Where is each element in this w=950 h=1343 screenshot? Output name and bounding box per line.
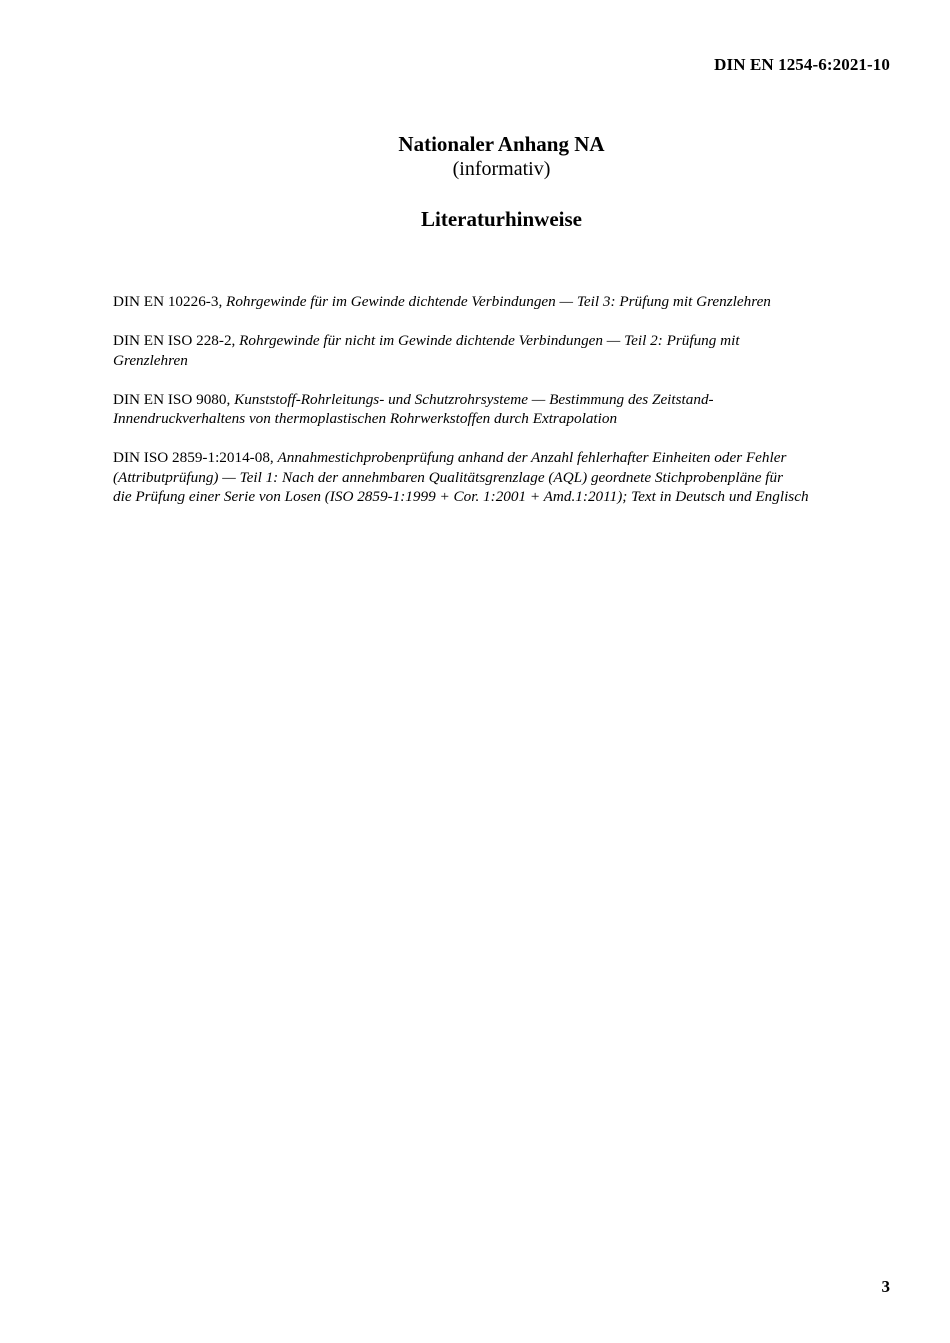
annex-subtitle: (informativ) (452, 158, 551, 180)
reference-title: Rohrgewinde für nicht im Gewinde dichtende Verbindungen — Teil 2: Prüfung mit (239, 332, 740, 349)
reference-title-continuation: Grenzlehren (113, 351, 188, 369)
reference-item (113, 390, 903, 429)
reference-item (113, 448, 903, 507)
reference-item (113, 292, 903, 312)
reference-item (113, 331, 903, 370)
reference-line (113, 331, 903, 351)
reference-title-continuation: die Prüfung einer Serie von Losen (ISO 2859-1:1999 + Cor. 1:2001 + Amd.1:2011); Text in Deutsch und Englisch (113, 488, 809, 505)
document-id: DIN EN 1254-6:2021-10 (714, 55, 890, 74)
reference-title-continuation: Innendruckverhaltens von thermoplastischen Rohrwerkstoffen durch Extrapolation (113, 410, 618, 427)
reference-designation: DIN EN ISO 228-2, (113, 332, 236, 349)
reference-title: Kunststoff-Rohrleitungs- und Schutzrohrsysteme — Bestimmung des Zeitstand- (234, 390, 714, 408)
reference-title-continuation: (Attributprüfung) — Teil 1: Nach der annehmbaren Qualitätsgrenzlage (AQL) geordnete Stichprobenpläne für (113, 468, 784, 486)
reference-title: Annahmestichprobenprüfung anhand der Anzahl fehlerhafter Einheiten oder Fehler (277, 449, 787, 466)
reference-list (113, 292, 903, 526)
reference-designation: DIN EN 10226-3, (113, 293, 223, 310)
reference-line (113, 390, 903, 410)
reference-title: Rohrgewinde für im Gewinde dichtende Verbindungen — Teil 3: Prüfung mit Grenzlehren (226, 293, 771, 310)
reference-line (113, 292, 903, 312)
reference-designation: DIN EN ISO 9080, (113, 390, 231, 408)
reference-line (113, 448, 903, 468)
annex-title: Nationaler Anhang NA (398, 132, 605, 156)
page-number: 3 (881, 1277, 890, 1296)
reference-designation: DIN ISO 2859-1:2014-08, (113, 449, 274, 466)
section-title: Literaturhinweise (421, 207, 582, 231)
